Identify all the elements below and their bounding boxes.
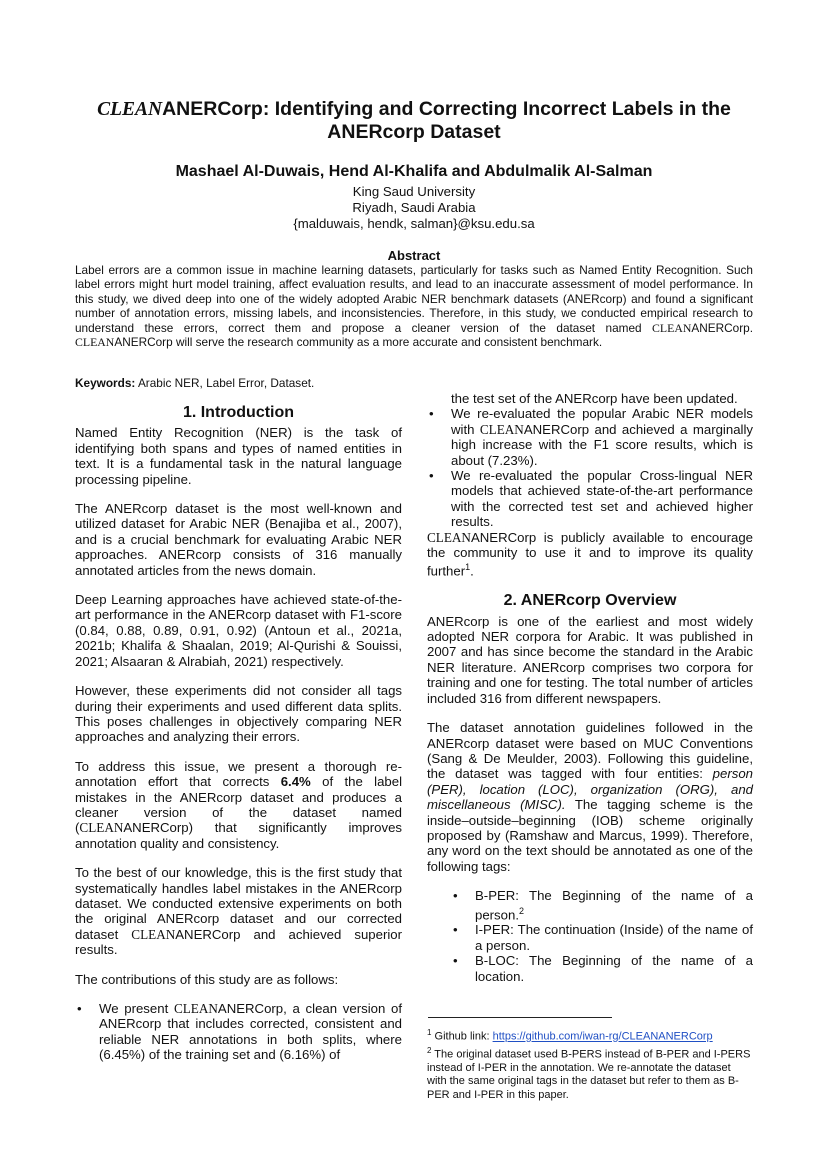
text-run: To address this issue, we present a thorough re-annotation effort that corrects [75,758,402,790]
list-item [427,468,753,530]
keywords-text: Arabic NER, Label Error, Dataset. [135,376,315,390]
clean-mark: CLEAN [79,820,124,836]
text-run: Github link: [431,1030,493,1043]
text-run: ANERCorp is publicly available to encourage the community to use it and to improve its quality further [427,529,753,579]
clean-mark: CLEAN [75,335,115,350]
clean-mark: CLEAN [652,320,692,335]
text-run: The dataset annotation guidelines followed in the ANERcorp dataset were based on MUC Conventions (Sang & De Meulder, 2003). Following this guideline, the dataset was tagged with four entities: [427,720,753,782]
intro-paragraph: The ANERcorp dataset is the most well-known and utilized dataset for Arabic NER (Benajiba et al., 2007), and is a crucial benchmark for evaluating Arabic NER approaches. ANERcorp consists of 316 manually annotated articles from the news domain. [75,501,402,578]
list-item-continued [427,391,753,406]
list-item [451,888,753,922]
text-run: B-PER: The Beginning of the name of a person. [475,888,753,922]
text-run: the test set of the ANERcorp have been updated. [451,391,738,406]
text-run: The tagging scheme is the inside–outside–beginning (IOB) scheme originally proposed by (Ramshaw and Marcus, 1999). Therefore, any word on the text should be annotated as one of the following tags: [427,797,753,874]
footnote-rule [428,1017,612,1018]
right-column [427,391,753,984]
text-run: ANERCorp and achieved a marginally high increase with the F1 score results, which is about (7.23%). [451,421,753,468]
abstract-part: Label errors are a common issue in machine learning datasets, particularly for tasks such as Named Entity Recognition. Such label errors might hurt model training, affect evaluation results, and lead to an inaccurate assessment of model performance. In this study, we dived deep into one of the widely adopted Arabic NER benchmark datasets (ANERcorp) and found a significant number of annotation errors, missing labels, and inconsistencies. Therefore, in this study, we conducted empirical research to understand these errors, correct them and propose a cleaner version of the dataset named [75,263,753,335]
paper-title [60,98,768,144]
text-run: The original dataset used B-PERS instead of B-PER and I-PERS instead of I-PER in the annotation. We re-annotate the dataset with the same original tags in the dataset but refer to them as B-PER and I-PER in this paper. [427,1048,751,1101]
abstract-heading: Abstract [387,248,441,263]
intro-paragraph: Named Entity Recognition (NER) is the task of identifying both spans and types of named entities in text. It is a fundamental task in the natural language processing pipeline. [75,425,402,487]
footnote-ref: 2 [519,905,525,916]
section-heading-introduction: 1. Introduction [182,404,295,421]
authors: Mashael Al-Duwais, Hend Al-Khalifa and Abdulmalik Al-Salman [175,163,653,180]
text-run: B-LOC: The Beginning of the name of a location. [475,953,753,984]
text-run: To the best of our knowledge, this is the first study that systematically handles label mistakes in the ANERcorp dataset. We conducted extensive experiments on both the original ANERcorp dataset and our corrected dataset [75,865,402,942]
clean-mark: CLEAN [427,529,471,545]
text-run: ANERCorp, a clean version of ANERcorp that includes corrected, consistent and reliable NER annotations in both splits, where (6.45%) of the training set and (6.16%) of [99,1001,403,1063]
text-run: We re-evaluated the popular Arabic NER models with [451,406,753,437]
text-run: ANERCorp) that significantly improves annotation quality and consistency. [75,820,402,851]
text-run: . [470,563,474,579]
bold-percent: 6.4% [280,774,311,790]
abstract-part: ANERCorp will serve the research community as a more accurate and consistent benchmark. [114,335,603,350]
overview-paragraph [427,720,753,874]
title-line1: ANERCorp: Identifying and Correcting Incorrect Labels in the [162,98,731,120]
footnotes [427,1026,753,1102]
text-run: ANERCorp and achieved superior results. [75,926,402,958]
intro-paragraph: The contributions of this study are as follows: [75,971,339,987]
contributions-list [75,1001,402,1063]
footnote-ref: 1 [465,562,471,573]
left-column [75,405,402,1063]
title-clean: CLEAN [97,99,163,120]
section-heading-overview: 2. ANERcorp Overview [503,592,677,610]
tag-list [427,888,753,984]
text-run: We present [99,1001,174,1016]
overview-paragraph: ANERcorp is one of the earliest and most widely adopted NER corpora for Arabic. It was published in 2007 and has since become the standard in the Arabic NER literature. ANERcorp comprises two corpora for training and one for testing. The total number of articles included 316 from different newspapers. [427,613,753,706]
italic-run: person (PER), location (LOC), organization (ORG), and miscellaneous (MISC). [427,766,753,813]
contributions-list-cont [427,391,753,530]
list-item [427,406,753,468]
affiliation-location: Riyadh, Saudi Arabia [352,200,476,215]
footnote-1 [427,1026,753,1044]
affiliation-university: King Saud University [352,184,476,199]
title-line2: ANERcorp Dataset [327,121,501,143]
clean-mark: CLEAN [131,926,176,942]
keywords [75,376,314,390]
intro-paragraph [75,865,402,957]
availability-paragraph [427,530,753,580]
list-item [451,922,753,953]
keywords-label: Keywords: [75,376,136,390]
intro-paragraph [75,759,402,851]
footnote-2 [427,1044,753,1102]
text-run: of the label mistakes in the ANERcorp dataset and produces a cleaner version of the dataset named ( [75,774,402,836]
clean-mark: CLEAN [479,421,524,437]
footnote-number: 2 [427,1045,432,1055]
intro-paragraph: However, these experiments did not consider all tags during their experiments and used different data splits. This poses challenges in objectively comparing NER approaches and analyzing their errors. [75,683,402,745]
github-link[interactable]: https://github.com/iwan-rg/CLEANANERCorp [492,1030,713,1043]
abstract-text [75,263,753,349]
footnote-number: 1 [427,1028,432,1037]
affiliation-emails: {malduwais, hendk, salman}@ksu.edu.sa [293,216,535,231]
clean-mark: CLEAN [173,1001,218,1016]
abstract-part: ANERCorp. [691,320,753,335]
text-run: We re-evaluated the popular Cross-lingual NER models that achieved state-of-the-art performance with the corrected test set and achieved higher results. [451,468,753,530]
list-item [75,1001,402,1063]
text-run: I-PER: The continuation (Inside) of the name of a person. [475,922,753,953]
intro-paragraph: Deep Learning approaches have achieved state-of-the-art performance in the ANERcorp dataset with F1-score (0.84, 0.88, 0.89, 0.91, 0.92) (Antoun et al., 2021a, 2021b; Khalifa & Shaalan, 2019; Al-Qurishi & Souissi, 2021; Alsaaran & Alrabiah, 2021) respectively. [75,592,402,669]
list-item [451,953,753,984]
